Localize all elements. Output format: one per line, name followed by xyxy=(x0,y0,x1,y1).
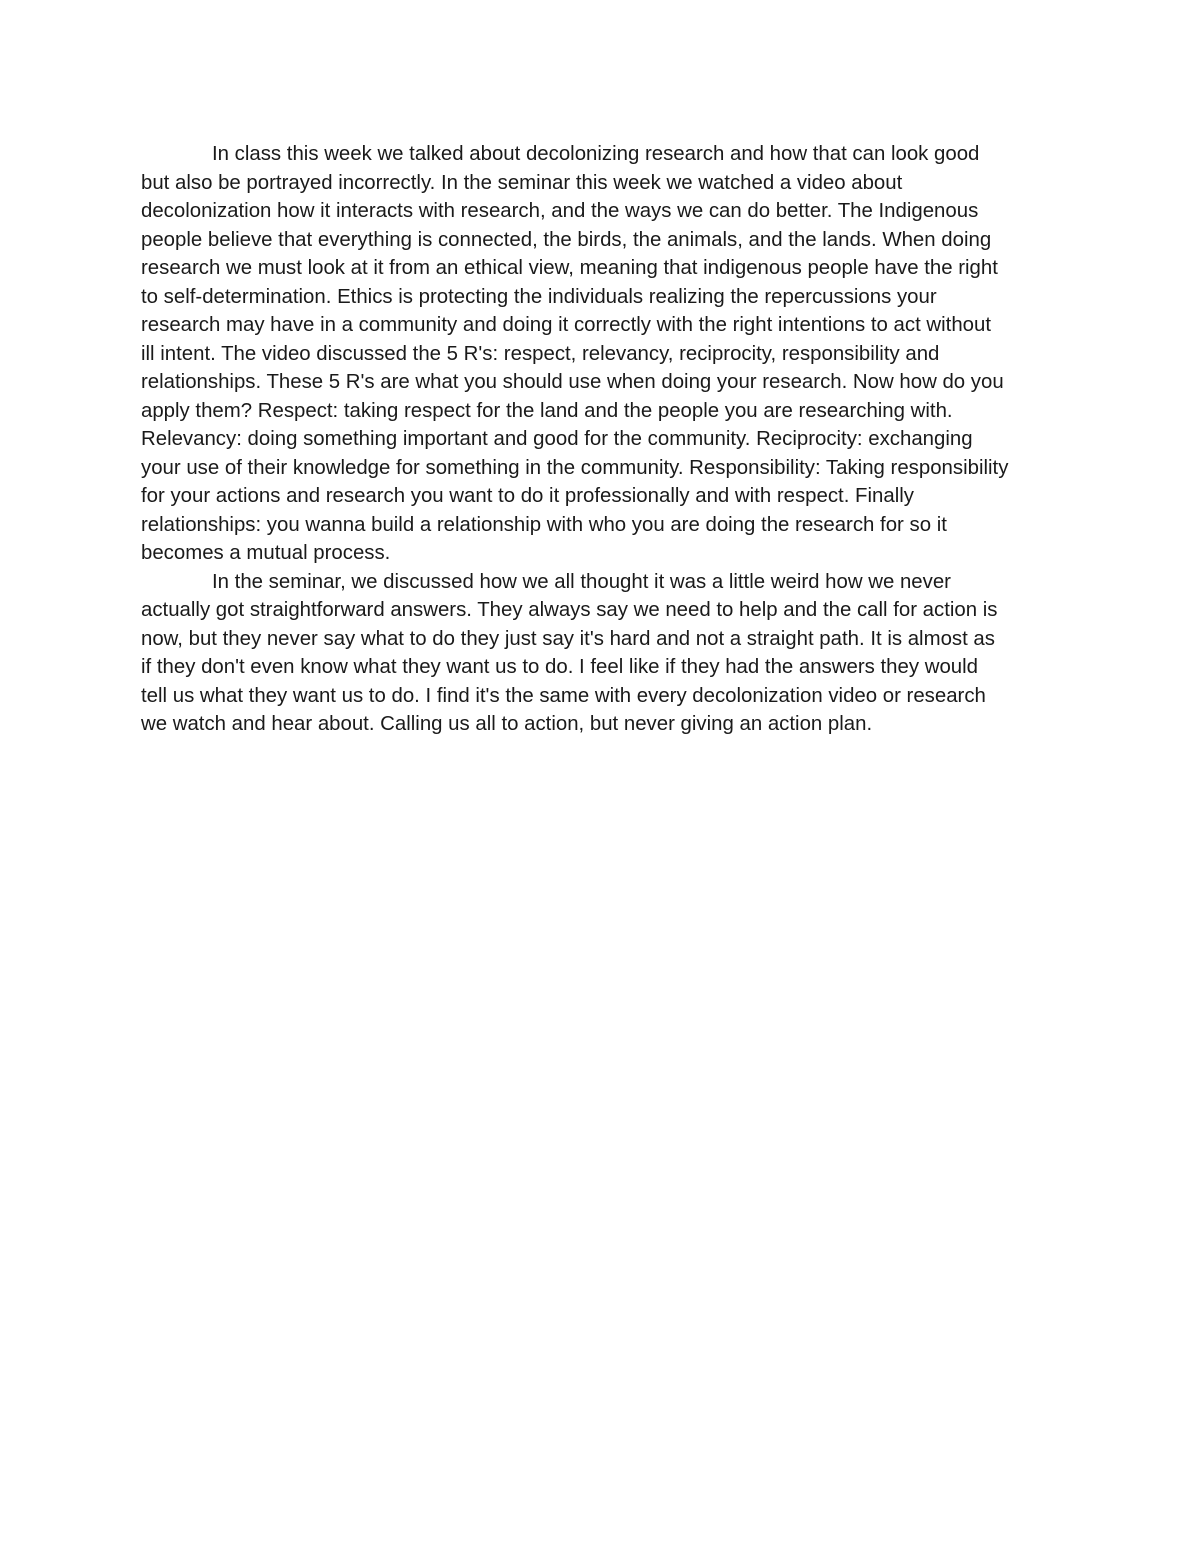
document-body xyxy=(141,140,1063,739)
paragraph-line: for your actions and research you want to do it professionally and with respect. Finally xyxy=(141,485,914,507)
paragraph-line: if they don't even know what they want us to do. I feel like if they had the answers they would xyxy=(141,656,978,678)
paragraph-line: actually got straightforward answers. They always say we need to help and the call for action is xyxy=(141,599,998,621)
paragraph-line: ill intent. The video discussed the 5 R's: respect, relevancy, reciprocity, responsibility and xyxy=(141,342,940,365)
paragraph-line: apply them? Respect: taking respect for the land and the people you are researching with. xyxy=(141,399,953,422)
paragraph-line: people believe that everything is connected, the birds, the animals, and the lands. When doing xyxy=(141,228,992,251)
paragraph-1 xyxy=(141,140,1063,568)
paragraph-2 xyxy=(141,568,1063,739)
paragraph-line: relationships: you wanna build a relationship with who you are doing the research for so it xyxy=(141,513,947,536)
paragraph-line: research may have in a community and doing it correctly with the right intentions to act without xyxy=(141,314,992,336)
paragraph-line: now, but they never say what to do they just say it's hard and not a straight path. It is almost as xyxy=(141,627,995,650)
paragraph-line: becomes a mutual process. xyxy=(141,542,391,564)
paragraph-line: research we must look at it from an ethical view, meaning that indigenous people have the right xyxy=(141,257,998,279)
paragraph-line: In class this week we talked about decolonizing research and how that can look good xyxy=(212,143,980,165)
paragraph-line: your use of their knowledge for something in the community. Responsibility: Taking responsibility xyxy=(141,456,1009,479)
paragraph-line: In the seminar, we discussed how we all thought it was a little weird how we never xyxy=(212,570,951,593)
paragraph-line: decolonization how it interacts with research, and the ways we can do better. The Indigenous xyxy=(141,200,979,222)
paragraph-line: to self-determination. Ethics is protecting the individuals realizing the repercussions your xyxy=(141,285,937,308)
paragraph-line: tell us what they want us to do. I find it's the same with every decolonization video or research xyxy=(141,684,986,707)
paragraph-line: but also be portrayed incorrectly. In the seminar this week we watched a video about xyxy=(141,171,903,194)
paragraph-line: we watch and hear about. Calling us all to action, but never giving an action plan. xyxy=(141,713,873,735)
paragraph-line: Relevancy: doing something important and good for the community. Reciprocity: exchanging xyxy=(141,428,973,450)
paragraph-line: relationships. These 5 R's are what you should use when doing your research. Now how do you xyxy=(141,371,1004,393)
